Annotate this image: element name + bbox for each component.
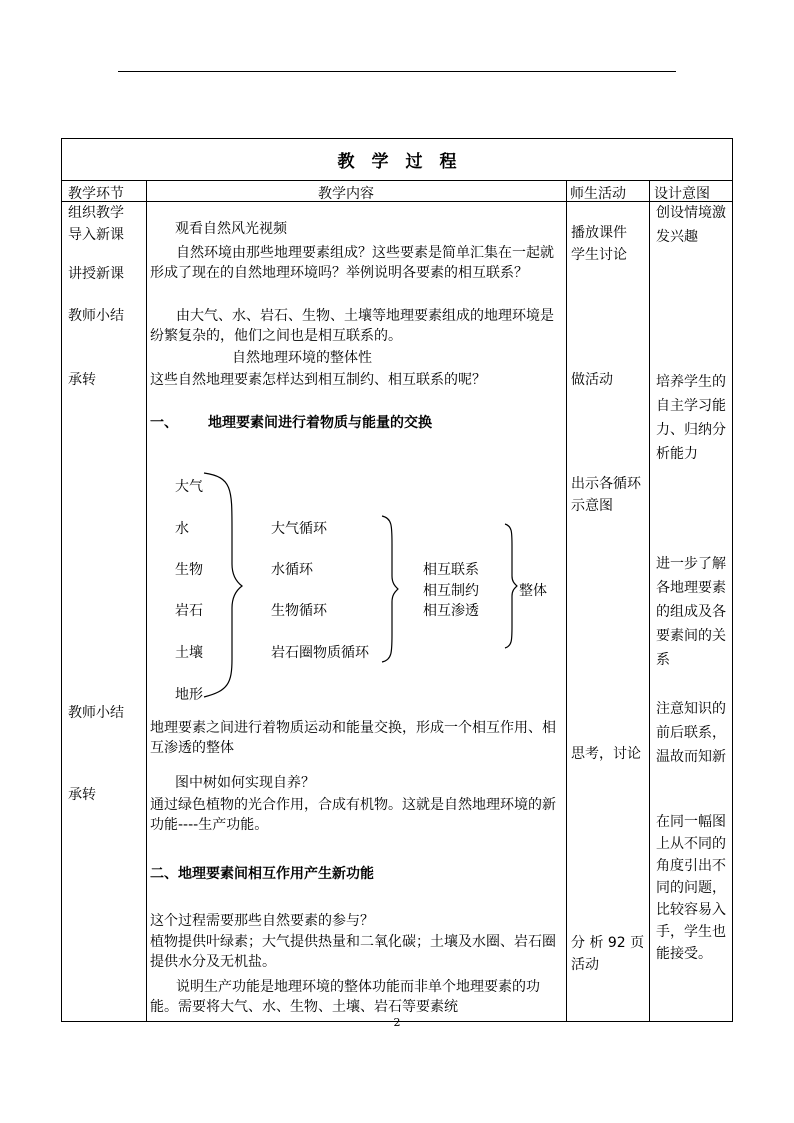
diagram-brace [380,514,400,664]
activity-show-diagram: 出示各循环示意图 [571,476,641,514]
table-title: 教 学 过 程 [337,152,457,172]
diagram-element: 大气 [175,479,203,495]
page-number: 2 [393,1016,401,1029]
diagram-element: 土壤 [175,645,203,661]
diagram-result: 整体 [519,583,547,599]
header-rule [118,71,676,72]
content-topic: 自然地理环境的整体性 [232,350,372,366]
header-teaching-content: 教学内容 [318,186,374,202]
header-teaching-stage: 教学环节 [68,186,124,202]
content-answer: 通过绿色植物的光合作用，合成有机物。这就是自然地理环境的新功能----生产功能。 [150,797,556,833]
stage-organize: 组织教学 [68,205,124,221]
diagram-relation: 相互联系 [423,562,479,578]
content-question: 这个过程需要那些自然要素的参与？ [150,913,374,929]
diagram-element: 岩石 [175,603,203,619]
content-question: 图中树如何实现自养？ [175,775,315,791]
content-question: 这些自然地理要素怎样达到相互制约、相互联系的呢？ [150,372,486,388]
diagram-cycle: 生物循环 [271,603,327,619]
diagram-brace [503,522,519,650]
lesson-table [61,138,733,1022]
diagram-cycle: 大气循环 [271,521,327,537]
intent-situation: 创设情境激发兴趣 [656,205,726,245]
content-video: 观看自然风光视频 [175,221,287,237]
header-activity: 师生活动 [570,186,626,202]
activity-discussion: 学生讨论 [571,247,627,263]
content-question: 自然环境由那些地理要素组成？这些要素是简单汇集在一起就形成了现在的自然地理环境吗？举例说明各要素的相互联系？ [150,245,554,281]
header-divider [62,201,732,202]
column-divider [649,181,650,1021]
stage-summary: 教师小结 [68,705,124,721]
content-explanation: 说明生产功能是地理环境的整体功能而非单个地理要素的功能。需要将大气、水、生物、土壤、岩石等要素统 [150,979,540,1015]
diagram-element: 地形 [175,687,203,703]
section-heading-2: 二、地理要素间相互作用产生新功能 [150,866,374,882]
column-divider [566,181,567,1021]
content-answer: 植物提供叶绿素；大气提供热量和二氧化碳；土壤及水圈、岩石圈提供水分及无机盐。 [150,934,556,970]
diagram-cycle: 水循环 [271,562,313,578]
activity-analysis: 分 析 92 页活动 [571,935,645,973]
diagram-brace [202,469,242,699]
stage-transition: 承转 [68,372,96,388]
header-design-intent: 设计意图 [654,186,710,202]
stage-new-lesson: 讲授新课 [68,266,124,282]
table-title-row [62,139,732,181]
diagram-element: 水 [175,521,189,537]
diagram-relation: 相互渗透 [423,603,479,619]
stage-transition: 承转 [68,787,96,803]
activity-think: 思考，讨论 [571,746,641,762]
intent-perspective: 在同一幅图上从不同的角度引出不同的问题，比较容易入手，学生也能接受。 [656,814,726,962]
diagram-element: 生物 [175,562,203,578]
intent-connection: 注意知识的前后联系，温故而知新 [656,701,726,765]
diagram-relation: 相互制约 [423,583,479,599]
content-summary: 地理要素之间进行着物质运动和能量交换，形成一个相互作用、相互渗透的整体 [150,720,556,756]
section-heading-1-number: 一、 [150,415,178,431]
section-heading-1: 地理要素间进行着物质与能量的交换 [208,415,432,431]
stage-summary: 教师小结 [68,308,124,324]
activity-task: 做活动 [571,372,613,388]
intent-self-study: 培养学生的自主学习能力、归纳分析能力 [656,374,726,462]
column-divider [146,181,147,1021]
activity-courseware: 播放课件 [571,225,627,241]
content-composition: 由大气、水、岩石、生物、土壤等地理要素组成的地理环境是纷繁复杂的，他们之间也是相互联系的。 [150,308,554,344]
intent-understanding: 进一步了解各地理要素的组成及各要素间的关系 [656,556,726,668]
diagram-cycle: 岩石圈物质循环 [271,645,369,661]
stage-intro: 导入新课 [68,227,124,243]
